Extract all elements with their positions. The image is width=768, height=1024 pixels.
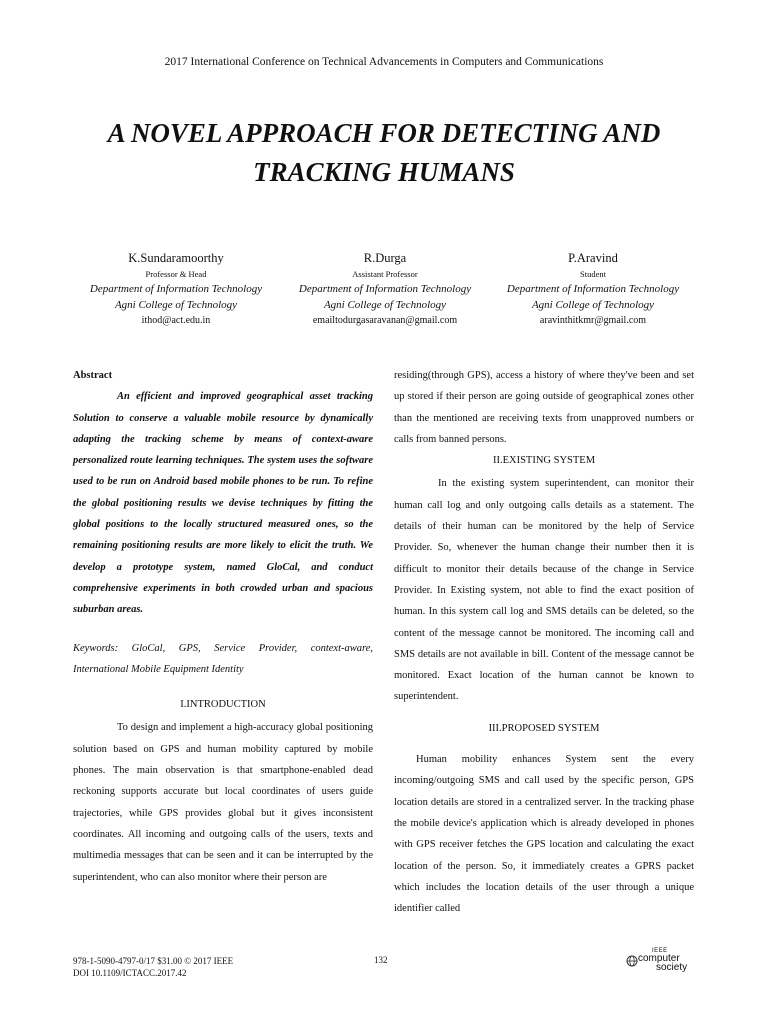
- logo-text-computer: computer: [638, 953, 680, 964]
- conference-header: 2017 International Conference on Technical Advancements in Computers and Communications: [164, 56, 604, 68]
- proposed-system-text: Human mobility enhances System sent the every incoming/outgoing SMS and call used by the specific person, GPS location details are stored in a centralized server. In the tracking phase the mobile device's application which is already developed in phones with GPS receiver fetches the GPS location and calculating the exact location of the person. So, it immediately creates a GPRS packet which includes the location details of the user through a unique identifier called: [394, 754, 694, 915]
- author-name: K.Sundaramoorthy: [128, 251, 224, 265]
- globe-icon: [626, 955, 638, 967]
- author-department: Department of Information Technology: [506, 283, 680, 295]
- logo-text-ieee: IEEE: [652, 948, 668, 954]
- page-number: 132: [374, 955, 388, 965]
- footer-isbn: 978-1-5090-4797-0/17 $31.00 © 2017 IEEE: [73, 956, 234, 966]
- ieee-computer-society-logo: [626, 948, 696, 978]
- author-college: Agni College of Technology: [323, 299, 447, 311]
- author-1: [76, 250, 276, 329]
- author-college: Agni College of Technology: [114, 299, 238, 311]
- author-department: Department of Information Technology: [298, 283, 472, 295]
- author-college: Agni College of Technology: [531, 299, 655, 311]
- author-name: R.Durga: [363, 251, 407, 265]
- abstract-heading: Abstract: [73, 370, 113, 381]
- introduction-text: To design and implement a high-accuracy global positioning solution based on GPS and human mobility captured by mobile phones. The main observation is that smartphone-enabled dead reckoning supports accurate but local coordinates of users guide trajectories, while GPS provides global but it gives inconsistent coordinates. All incoming and outgoing calls of the users, texts and multimedia messages that can be seen and it can be interrupted by the superintendent, who can also monitor where their person are: [73, 722, 373, 883]
- author-name: P.Aravind: [568, 251, 618, 265]
- author-department: Department of Information Technology: [89, 283, 263, 295]
- author-email: emailtodurgasaravanan@gmail.com: [312, 315, 458, 326]
- section-heading-existing-system: II.EXISTING SYSTEM: [492, 455, 596, 467]
- existing-system-text: In the existing system superintendent, can monitor their human call log and only outgoing calls details as a statement. The details of their human can be monitored by the help of Service Provider. So, whenever the human change their number then it is difficult to monitor their details because of the change in Service Provider. In Existing system, not able to find the exact position of human. In this system call log and SMS details can be deleted, so the content of the message cannot be monitored. The incoming call and SMS details are not available in bill. Content of the message cannot be monitored. Exact location of the human cannot be known to superintendent.: [394, 478, 694, 703]
- section-heading-proposed-system: III.PROPOSED SYSTEM: [488, 722, 600, 734]
- author-email: ithod@act.edu.in: [141, 315, 211, 326]
- author-role: Student: [580, 269, 606, 279]
- author-role: Assistant Professor: [352, 269, 418, 279]
- left-column: [73, 365, 373, 888]
- author-2: [285, 250, 485, 329]
- paper-title: [40, 114, 728, 192]
- logo-text-society: society: [656, 962, 688, 973]
- section-heading-introduction: I.INTRODUCTION: [180, 699, 266, 711]
- footer-doi: DOI 10.1109/ICTACC.2017.42: [73, 968, 187, 978]
- footer-publication-info: [73, 955, 233, 979]
- abstract-text: An efficient and improved geographical asset tracking Solution to conserve a valuable mobile resource by dynamically adapting the tracking scheme by means of context-aware personalized route learning techniques. The system uses the software used to be run on Android based mobile phones to be run. To refine the global positioning results we devise techniques by fitting the global positions to the locally structured measured ones, so the remaining positioning results are more likely to elicit the truth. We develop a prototype system, named GloCal, and conduct comprehensive experiments in both crowded urban and spacious suburban areas.: [73, 391, 373, 616]
- keywords: Keywords: GloCal, GPS, Service Provider, context-aware, International Mobile Equipment Identity: [73, 642, 373, 675]
- title-line-1: A NOVEL APPROACH FOR DETECTING AND: [107, 118, 661, 148]
- continued-text: residing(through GPS), access a history of where they've been and set up stored if their person are going outside of geographical zones other than the mentioned are receiving texts from unapproved numbers or calls from banned persons.: [394, 370, 694, 445]
- author-3: [493, 250, 693, 329]
- title-line-2: TRACKING HUMANS: [253, 157, 515, 187]
- author-email: aravinthitkmr@gmail.com: [539, 315, 647, 326]
- author-role: Professor & Head: [145, 269, 207, 279]
- right-column: [394, 365, 694, 919]
